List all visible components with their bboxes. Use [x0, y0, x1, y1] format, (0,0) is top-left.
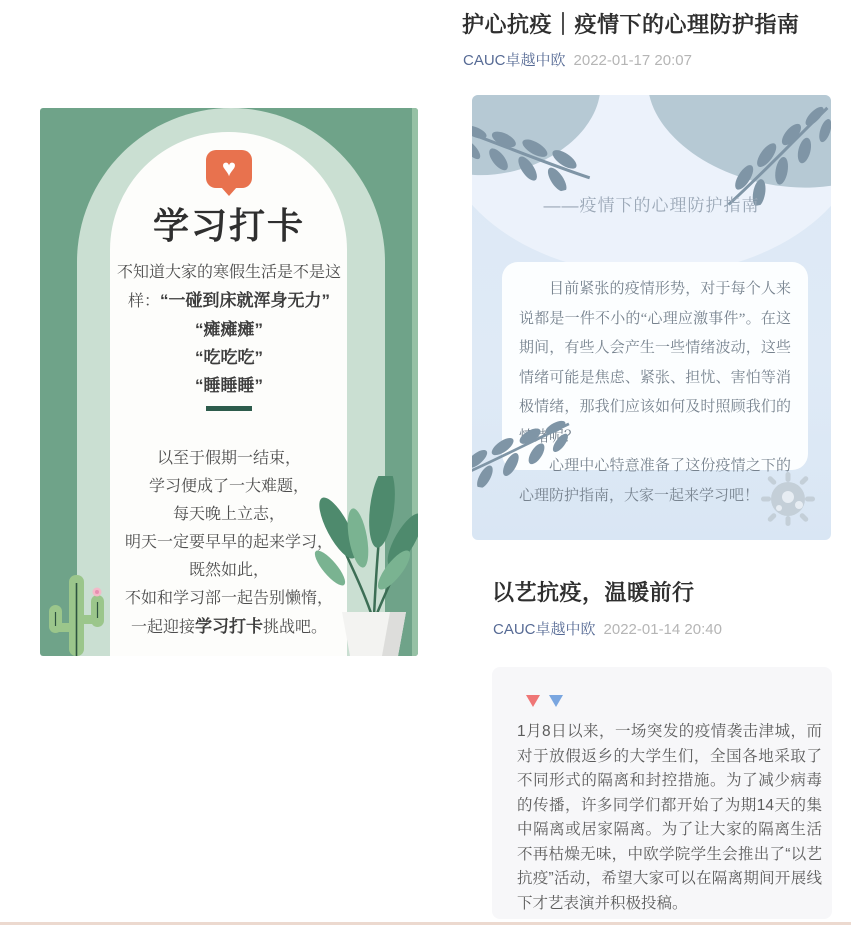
image-text-paragraph: 心理中心特意准备了这份疫情之下的心理防护指南，大家一起来学习吧！ [519, 458, 791, 504]
green-divider-bar [206, 406, 252, 411]
article-1-byline [463, 49, 692, 70]
cactus-icon [45, 571, 107, 656]
heart-bubble-icon [206, 150, 252, 188]
article-1-cover-image[interactable] [472, 95, 831, 540]
article-2-byline [493, 618, 722, 639]
body-line: 以至于假期一结束， [156, 450, 301, 467]
heart-icon: ♥ [221, 155, 237, 182]
article-1-date: 2022-01-17 20:07 [573, 52, 692, 69]
body-line: 明天一定要早早的起来学习， [124, 534, 333, 551]
body-line: 每天晚上立志， [172, 506, 285, 523]
article-2-author-link[interactable]: CAUC卓越中欧 [493, 621, 596, 638]
red-triangle-icon [526, 695, 540, 707]
blue-triangle-icon [549, 695, 563, 707]
bottom-divider [0, 922, 851, 925]
intro-line-2: 样：“一碰到床就浑身无力” [127, 291, 330, 310]
body-final-line: 一起迎接学习打卡挑战吧。 [130, 617, 328, 636]
quote-line: “瘫瘫瘫” [195, 320, 263, 339]
body-line: 不如和学习部一起告别懒惰， [124, 590, 333, 607]
quote-line: “吃吃吃” [195, 348, 263, 367]
article-2-excerpt: 1月8日以来，一场突发的疫情袭击津城，而对于放假返乡的大学生们，全国各地采取了不同形式的隔离和封控措施。为了减少病毒的传播，许多同学们都开始了为期14天的集中隔离或居家隔离。为了让大家的隔离生活不再枯燥无味，中欧学院学生会推出了“以艺抗疫”活动，希望大家可以在隔离期间开展线下才艺表演并积极投稿。 [517, 723, 822, 912]
intro-line: 不知道大家的寒假生活是不是这 [116, 264, 341, 281]
quote-line: “睡睡睡” [195, 376, 263, 395]
article-1-title[interactable]: 护心抗疫｜疫情下的心理防护指南 [462, 12, 800, 37]
study-checkin-cover-card[interactable] [40, 108, 418, 656]
leaf-branch-icon [472, 402, 574, 500]
article-2-date: 2022-01-14 20:40 [603, 621, 722, 638]
potted-plant-icon [302, 476, 418, 656]
article-2-excerpt-card[interactable] [492, 667, 832, 919]
article-1-author-link[interactable]: CAUC卓越中欧 [463, 52, 566, 69]
card-title: 学习打卡 [152, 205, 305, 246]
body-line: 既然如此， [188, 562, 269, 579]
card-intro [40, 259, 418, 400]
article-2-title[interactable]: 以艺抗疫，温暖前行 [492, 580, 695, 605]
body-line: 学习便成了一大难题， [148, 478, 309, 495]
image-text-paragraph: 目前紧张的疫情形势，对于每个人来说都是一件不小的“心理应激事件”。在这期间，有些人会产生一些情绪波动，这些情绪可能是焦虑、紧张、担忧、害怕等消极情绪，那我们应该如何及时照顾我们的情绪呢？ [519, 281, 791, 445]
image-caption: ——疫情下的心理防护指南 [543, 196, 760, 215]
triangle-markers [526, 695, 832, 707]
